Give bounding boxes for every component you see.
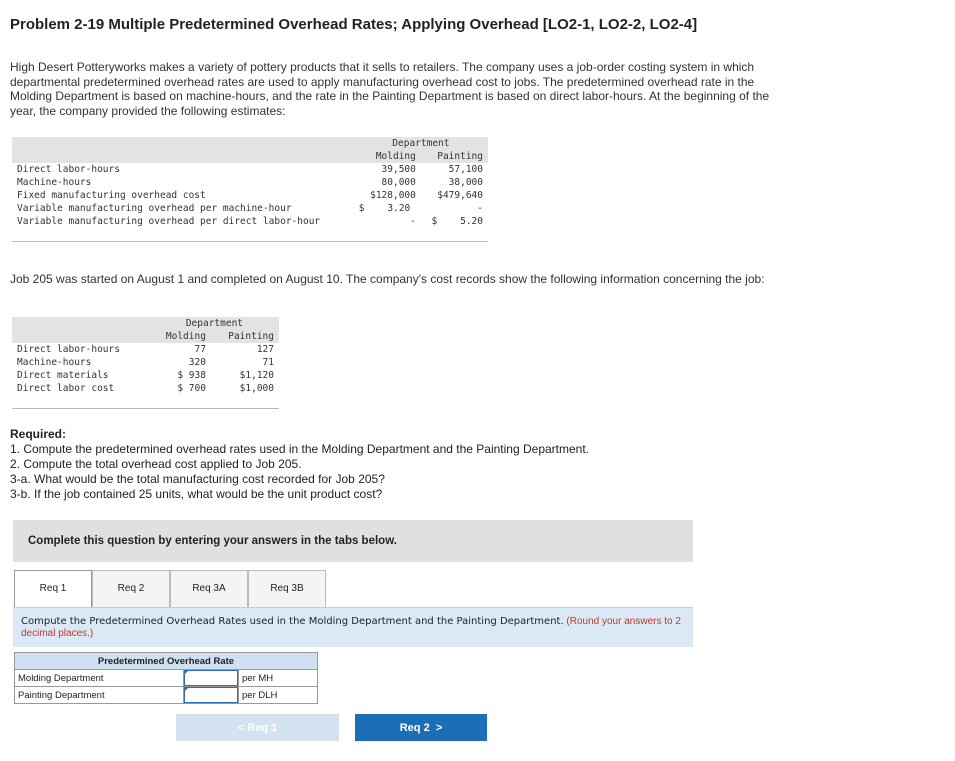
table-row: [12, 356, 279, 369]
estimates-col-molding: Molding: [354, 150, 421, 163]
estimates-col-painting: Painting: [421, 150, 488, 163]
cell-molding: $128,000: [370, 190, 416, 201]
painting-rate-input[interactable]: [184, 687, 238, 703]
input-flag-icon: [184, 670, 189, 675]
cell-painting: $479,640: [437, 190, 483, 201]
panel-instruction: Compute the Predetermined Overhead Rates used in the Molding Department and the Painting Department.: [21, 616, 564, 627]
prev-req-button[interactable]: [176, 714, 339, 741]
row-label: Direct labor-hours: [17, 344, 120, 355]
next-req-button[interactable]: [355, 714, 487, 741]
chevron-right-icon: >: [429, 722, 443, 734]
table-row: [12, 202, 488, 215]
row-label: Direct labor-hours: [17, 164, 120, 175]
required-heading: Required:: [10, 427, 67, 441]
prev-req-label: Req 1: [247, 722, 278, 734]
row-label: Direct labor cost: [17, 383, 115, 394]
instruction-panel: [13, 607, 693, 647]
estimates-department-header: Department: [354, 137, 488, 150]
cell-molding: 77: [194, 344, 206, 355]
molding-rate-input[interactable]: [184, 670, 238, 686]
answer-row: [15, 687, 318, 704]
cell-painting: -: [477, 203, 483, 214]
answer-header-row: [15, 653, 318, 670]
job-table: [12, 317, 279, 409]
row-label: Direct materials: [17, 370, 109, 381]
cell-painting: 38,000: [448, 177, 483, 188]
estimates-table: [12, 137, 488, 242]
row-label: Variable manufacturing overhead per machine-hour: [17, 203, 292, 214]
cell-molding: $ 938: [177, 370, 206, 381]
job-header-row: [12, 317, 279, 330]
input-flag-icon: [184, 687, 189, 692]
required-section: [10, 427, 589, 502]
cell-painting: 57,100: [448, 164, 483, 175]
required-item: 3-a. What would be the total manufacturing cost recorded for Job 205?: [10, 472, 385, 486]
cell-painting: $1,120: [239, 370, 274, 381]
table-row: [12, 163, 488, 176]
cell-molding: 80,000: [381, 177, 416, 188]
estimates-header-row: [12, 137, 488, 150]
table-row: [12, 215, 488, 228]
answer-row-unit: per DLH: [239, 687, 318, 704]
answer-header: Predetermined Overhead Rate: [15, 653, 318, 670]
row-label: Variable manufacturing overhead per direct labor-hour: [17, 216, 321, 227]
table-end-row: [12, 395, 279, 409]
table-row: [12, 369, 279, 382]
requirement-tabs: [14, 570, 326, 608]
required-item: 2. Compute the total overhead cost applied to Job 205.: [10, 457, 302, 471]
row-label: Machine-hours: [17, 177, 92, 188]
required-item: 1. Compute the predetermined overhead rates used in the Molding Department and the Painting Department.: [10, 442, 590, 456]
chevron-left-icon: <: [237, 722, 248, 734]
answer-table: [14, 652, 318, 704]
answer-row-label: Molding Department: [15, 670, 184, 687]
job-intro: Job 205 was started on August 1 and completed on August 10. The company's cost records show the following information concerning the job:: [10, 272, 765, 286]
cell-molding: $ 3.20: [358, 203, 411, 214]
answer-row-unit: per MH: [239, 670, 318, 687]
panel-rounding-note: (Round your answers to 2 decimal places.): [21, 616, 681, 639]
complete-instructions: Complete this question by entering your answers in the tabs below.: [13, 520, 693, 562]
tab-req-3a[interactable]: Req 3A: [170, 570, 248, 607]
table-row: [12, 176, 488, 189]
answer-row: [15, 670, 318, 687]
table-row: [12, 382, 279, 395]
cell-painting: 71: [262, 357, 274, 368]
row-label: Fixed manufacturing overhead cost: [17, 190, 206, 201]
job-department-header: Department: [150, 317, 279, 330]
table-row: [12, 189, 488, 202]
required-item: 3-b. If the job contained 25 units, what would be the unit product cost?: [10, 487, 383, 501]
job-subheader-row: [12, 330, 279, 343]
cell-molding: -: [410, 216, 416, 227]
table-row: [12, 343, 279, 356]
problem-intro: High Desert Potteryworks makes a variety of pottery products that it sells to retailers. The company uses a job-order costing system in which departmental predetermined overhead rates are used to apply manufacturing overhead cost to jobs. The predetermined overhead rate in the Molding Department is based on machine-hours, and the rate in the Painting Department is based on direct labor-hours. At the beginning of the year, the company provided the following estimates:: [10, 60, 770, 118]
job-col-molding: Molding: [150, 330, 211, 343]
tab-req-1[interactable]: Req 1: [14, 570, 92, 608]
cell-molding: 39,500: [381, 164, 416, 175]
estimates-subheader-row: [12, 150, 488, 163]
tab-req-2[interactable]: Req 2: [92, 570, 170, 607]
job-col-painting: Painting: [211, 330, 279, 343]
answer-row-label: Painting Department: [15, 687, 184, 704]
tab-req-3b[interactable]: Req 3B: [248, 570, 326, 607]
cell-molding: $ 700: [177, 383, 206, 394]
cell-painting: 127: [256, 344, 274, 355]
cell-painting: $ 5.20: [431, 216, 483, 227]
row-label: Machine-hours: [17, 357, 92, 368]
page-title: Problem 2-19 Multiple Predetermined Overhead Rates; Applying Overhead [LO2-1, LO2-2, LO2-4]: [10, 16, 698, 33]
cell-molding: 320: [188, 357, 206, 368]
next-req-label: Req 2: [399, 722, 430, 734]
cell-painting: $1,000: [239, 383, 274, 394]
table-end-row: [12, 228, 488, 242]
